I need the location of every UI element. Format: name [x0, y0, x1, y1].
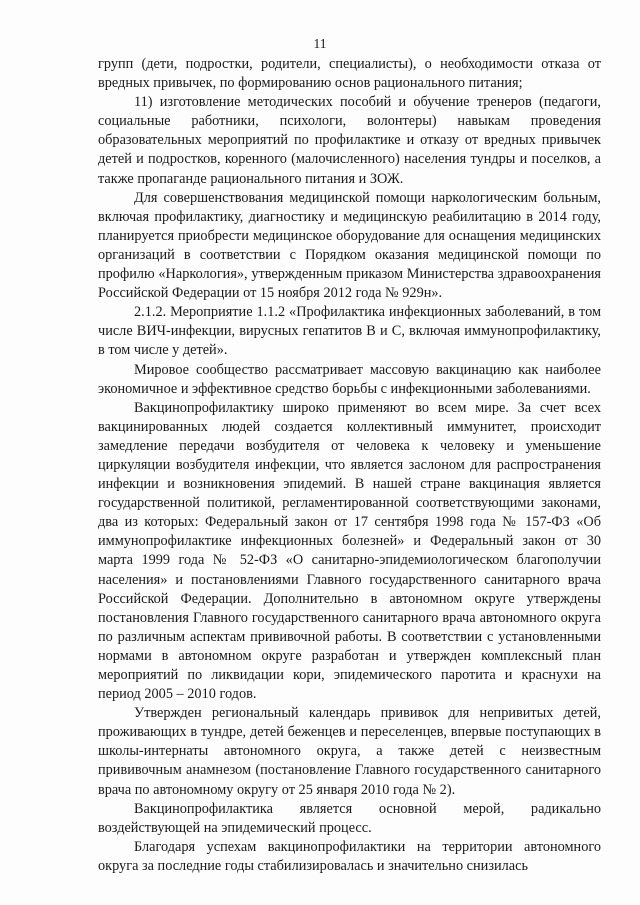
paragraph-measure-1-1-2-heading: 2.1.2. Мероприятие 1.1.2 «Профилактика инфекционных заболеваний, в том числе ВИЧ-инфекции, вирусных гепатитов В и С, включая иммунопрофилактику, в том числе у детей».	[98, 304, 601, 359]
page-number: 11	[313, 36, 327, 51]
document-body	[98, 55, 601, 876]
paragraph-item-11-training: 11) изготовление методических пособий и обучение тренеров (педагоги, социальные работники, психологи, волонтеры) навыкам проведения образовательных мероприятий по профилактике и отказу от вредных привычек детей и подростков, коренного (малочисленного) населения тундры и поселков, а также пропаганде рационального питания и ЗОЖ.	[98, 94, 601, 187]
paragraph-main-measure: Вакцинопрофилактика является основной мерой, радикально воздействующей на эпидемический процесс.	[98, 800, 601, 836]
paragraph-vaccine-prophylaxis: Вакцинопрофилактику широко применяют во всем мире. За счет всех вакцинированных людей создается коллективный иммунитет, происходит замедление передачи возбудителя от человека к человеку и уменьшение циркуляции возбудителя инфекции, что является заслоном для распространения инфекции и возникновения эпидемий. В нашей стране вакцинация является государственной политикой, регламентированной соответствующими законами, два из которых: Федеральный закон от 17 сентября 1998 года № 157-ФЗ «Об иммунопрофилактике инфекционных болезней» и Федеральный закон от 30 марта 1999 года № 52-ФЗ «О санитарно-эпидемиологическом благополучии населения» и постановлениями Главного государственного санитарного врача Российской Федерации. Дополнительно в автономном округе утверждены постановления Главного государственного санитарного врача автономного округа по различным аспектам прививочной работы. В соответствии с установленными нормами в автономном округе разработан и утвержден комплексный план мероприятий по ликвидации кори, эпидемического паротита и краснухи на период 2005 – 2010 годов.	[98, 399, 601, 703]
paragraph-mass-vaccination: Мировое сообщество рассматривает массовую вакцинацию как наиболее экономичное и эффективное средство борьбы с инфекционными заболеваниями.	[98, 361, 601, 397]
paragraph-regional-calendar: Утвержден региональный календарь прививок для непривитых детей, проживающих в тундре, детей беженцев и переселенцев, впервые поступающих в школы-интернаты автономного округа, а также детей с неизвестным прививочным анамнезом (постановление Главного государственного санитарного врача по автономному округу от 25 января 2010 года № 2).	[98, 705, 601, 798]
paragraph-narcology-equipment: Для совершенствования медицинской помощи наркологическим больным, включая профилактику, диагностику и медицинскую реабилитацию в 2014 году, планируется приобрести медицинское оборудование для оснащения медицинских организаций в соответствии с Порядком оказания медицинской помощи по профилю «Наркология», утвержденным приказом Министерства здравоохранения Российской Федерации от 15 ноября 2012 года № 929н».	[98, 189, 601, 302]
paragraph-success: Благодаря успехам вакцинопрофилактики на территории автономного округа за последние годы стабилизировалась и значительно снизилась	[98, 838, 601, 874]
paragraph-continuation: групп (дети, подростки, родители, специалисты), о необходимости отказа от вредных привычек, по формированию основ рационального питания;	[98, 56, 601, 92]
